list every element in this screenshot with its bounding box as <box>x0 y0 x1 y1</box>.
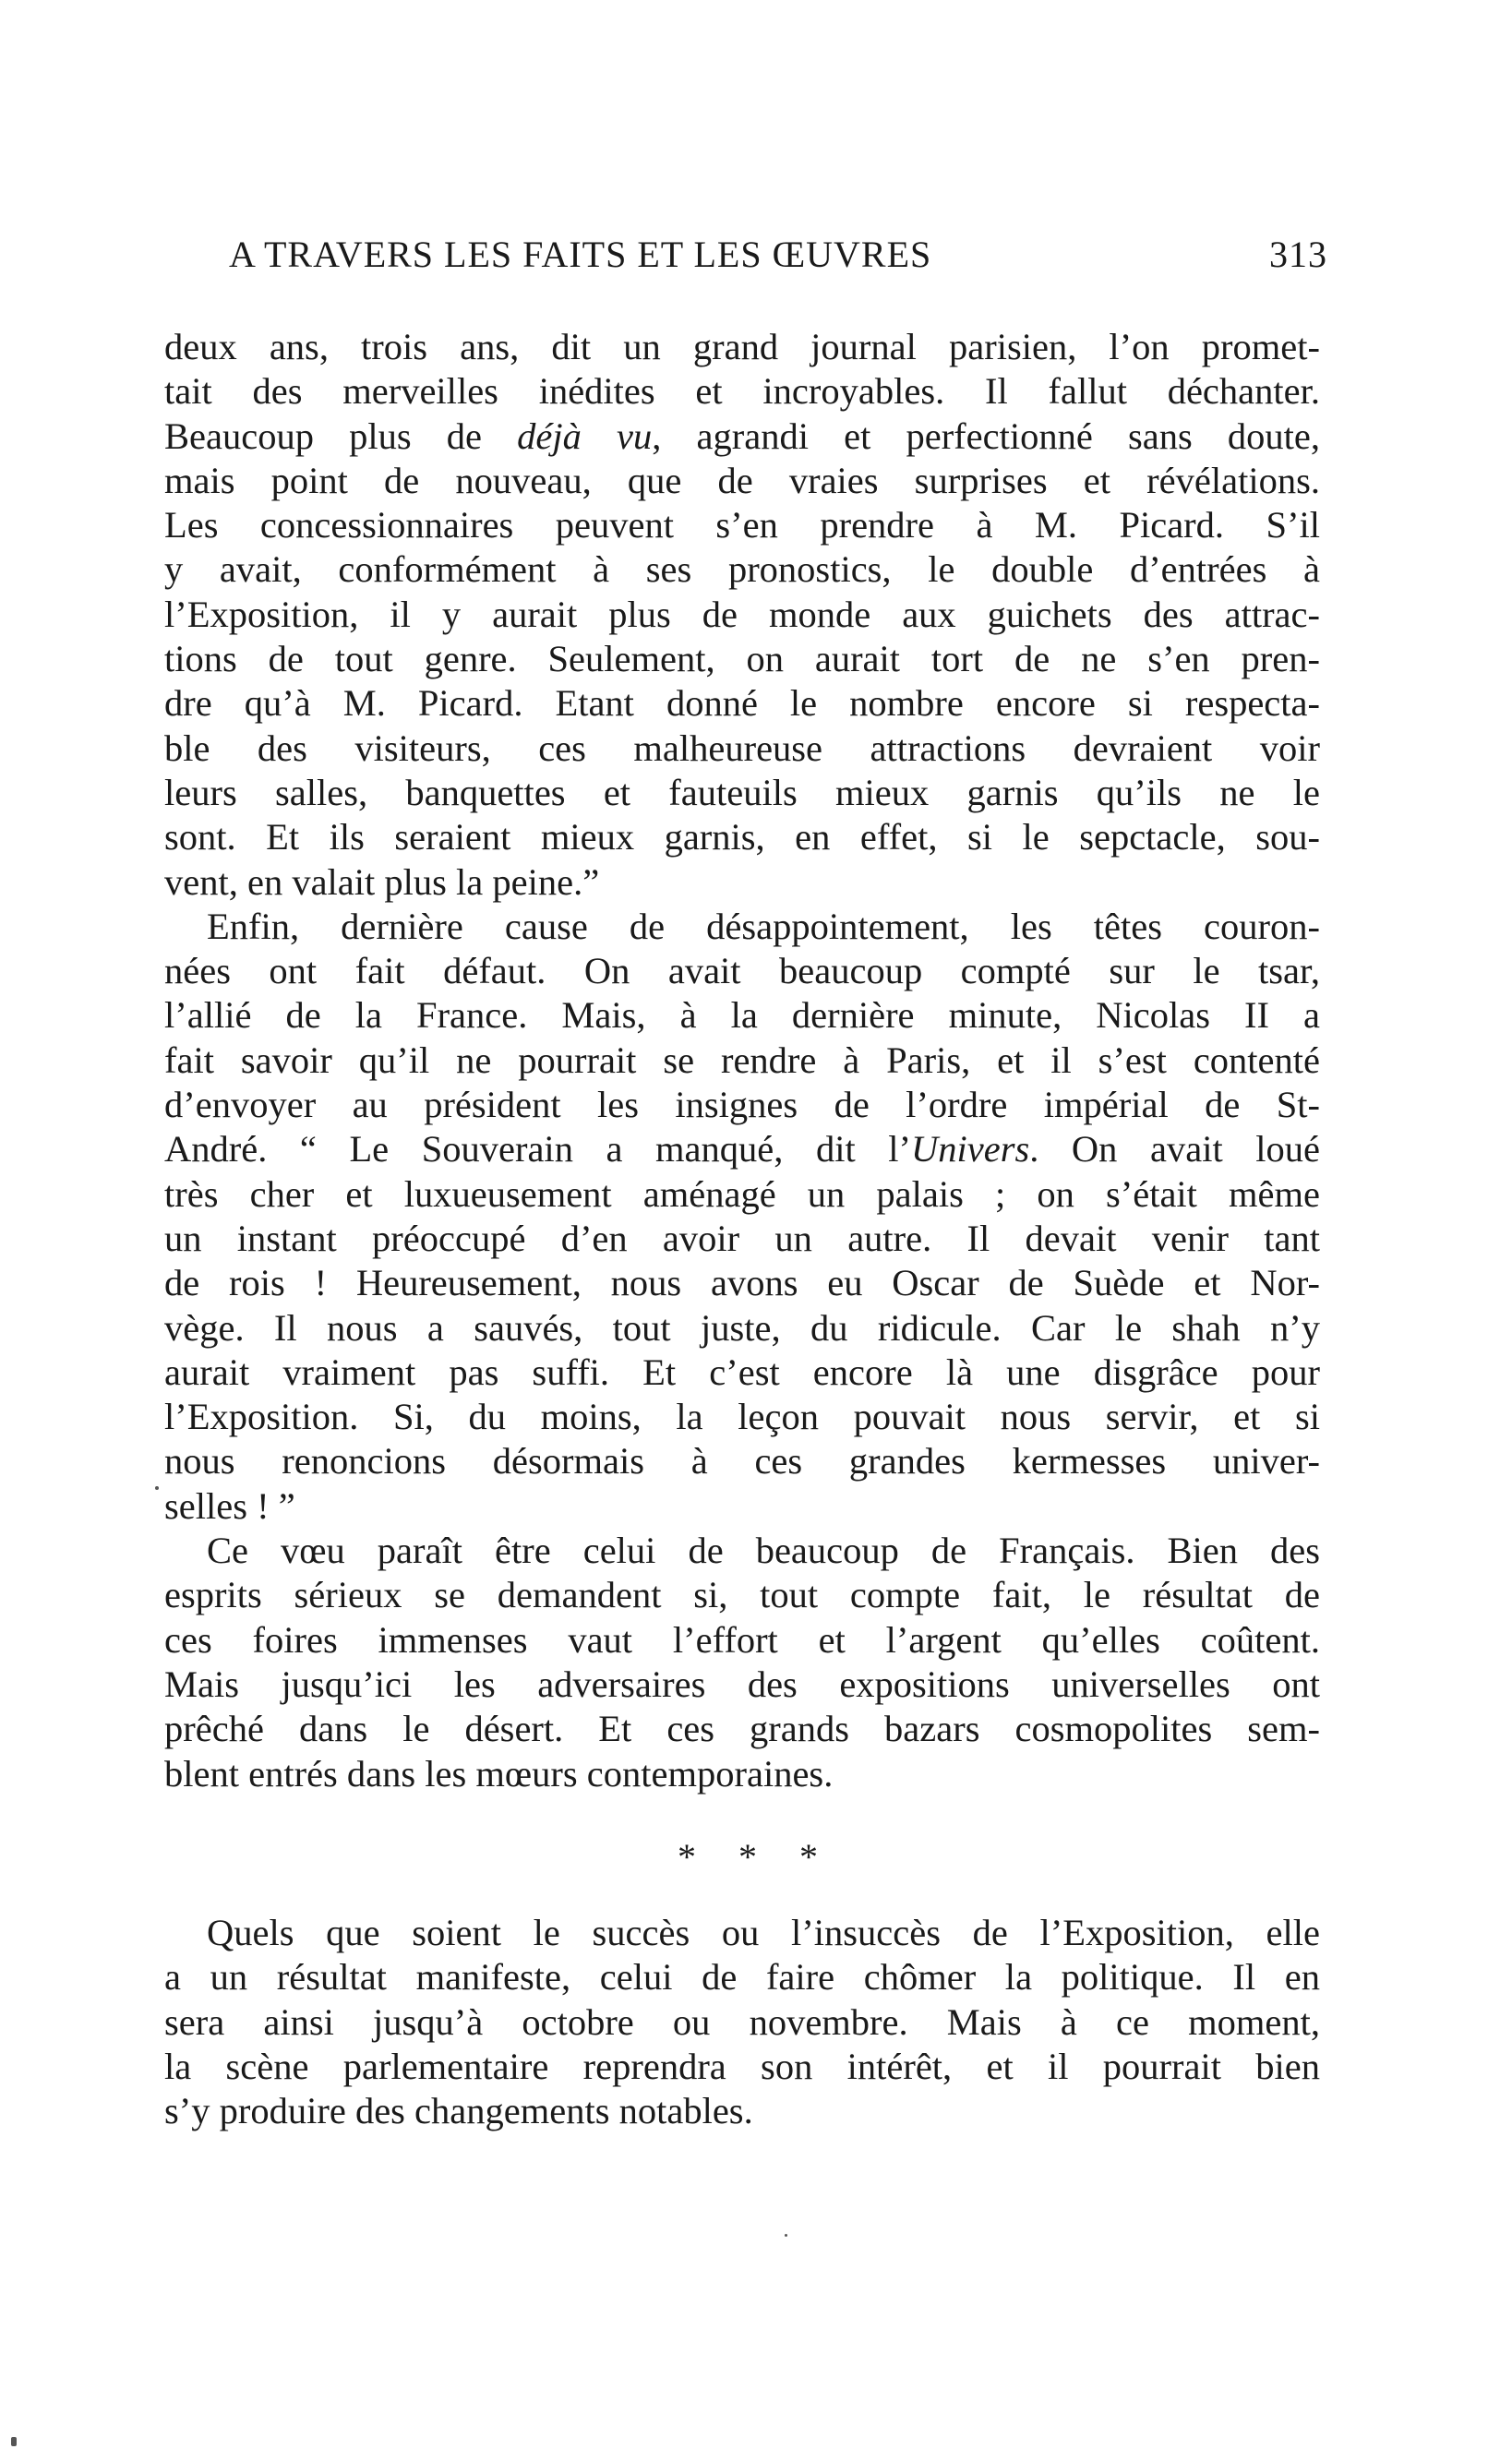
text-line <box>164 1707 1320 1751</box>
text-segment: leurs salles, banquettes et fauteuils mieux garnis qu’ils ne le <box>164 771 1320 813</box>
text-line <box>164 1573 1320 1617</box>
text-line <box>164 726 1320 771</box>
text-line <box>164 1911 1320 1955</box>
text-line <box>164 1217 1320 1261</box>
text-segment: y avait, conformément à ses pronostics, le double d’entrées à <box>164 548 1320 591</box>
text-line <box>164 547 1320 592</box>
text-line <box>164 771 1320 815</box>
italic-text: déjà vu <box>517 414 653 457</box>
text-segment: aurait vraiment pas suffi. Et c’est encore là une disgrâce pour <box>164 1351 1320 1393</box>
text-segment: , agrandi et perfectionné sans doute, <box>652 414 1320 457</box>
text-line <box>164 1395 1320 1439</box>
text-line <box>164 503 1320 547</box>
text-segment: dre qu’à M. Picard. Etant donné le nombre encore si respecta- <box>164 682 1320 725</box>
text-segment: sont. Et ils seraient mieux garnis, en effet, si le sepctacle, sou- <box>164 816 1320 858</box>
text-segment: vège. Il nous a sauvés, tout juste, du ridicule. Car le shah n’y <box>164 1306 1320 1349</box>
section-separator: * * * <box>678 1836 834 1878</box>
text-segment: Les concessionnaires peuvent s’en prendre à M. Picard. S’il <box>164 504 1320 546</box>
text-line <box>164 2045 1320 2089</box>
text-segment: selles ! ” <box>164 1484 295 1527</box>
text-line <box>164 1484 1320 1529</box>
italic-text: Univers <box>911 1128 1030 1170</box>
text-segment: blent entrés dans les mœurs contemporaines. <box>164 1752 834 1795</box>
text-segment: très cher et luxueusement aménagé un palais ; on s’était même <box>164 1172 1320 1215</box>
text-line <box>164 1663 1320 1707</box>
text-line <box>164 325 1320 369</box>
text-line <box>164 414 1320 459</box>
text-segment: deux ans, trois ans, dit un grand journal parisien, l’on promet- <box>164 326 1320 367</box>
text-line <box>164 637 1320 681</box>
text-segment: sera ainsi jusqu’à octobre ou novembre. Mais à ce moment, <box>164 2000 1320 2043</box>
text-segment: l’Exposition. Si, du moins, la leçon pouvait nous servir, et si <box>164 1396 1320 1438</box>
text-segment: nées ont fait défaut. On avait beaucoup compté sur le tsar, <box>164 950 1320 992</box>
text-line <box>164 1038 1320 1083</box>
text-line <box>164 1618 1320 1663</box>
text-line <box>164 593 1320 637</box>
running-title: A TRAVERS LES FAITS ET LES ŒUVRES <box>229 234 932 275</box>
text-line <box>164 1127 1320 1171</box>
text-line <box>164 1529 1320 1573</box>
body-text <box>164 325 1320 1796</box>
paper-speck <box>785 2234 787 2237</box>
text-line <box>164 815 1320 859</box>
text-segment: tait des merveilles inédites et incroyables. Il fallut déchanter. <box>164 370 1320 413</box>
closing-paragraph <box>164 1911 1320 2133</box>
text-line <box>164 993 1320 1038</box>
text-segment: vent, en valait plus la peine.” <box>164 860 600 903</box>
text-line <box>164 905 1320 949</box>
text-segment: . On avait loué <box>1029 1128 1320 1170</box>
text-segment: l’Exposition, il y aurait plus de monde aux guichets des attrac- <box>164 593 1320 635</box>
text-line <box>164 949 1320 993</box>
text-segment: Mais jusqu’ici les adversaires des expositions universelles ont <box>164 1663 1320 1705</box>
text-line <box>164 681 1320 726</box>
text-line <box>164 1351 1320 1395</box>
text-segment: un instant préoccupé d’en avoir un autre. Il devait venir tant <box>164 1217 1320 1259</box>
text-line <box>164 459 1320 503</box>
text-segment: d’envoyer au président les insignes de l’ordre impérial de St- <box>164 1084 1320 1126</box>
text-line <box>164 1172 1320 1217</box>
text-line <box>164 1306 1320 1351</box>
running-head <box>229 227 1327 282</box>
text-segment: Beaucoup plus de <box>164 414 518 457</box>
text-segment: prêché dans le désert. Et ces grands bazars cosmopolites sem- <box>164 1708 1320 1750</box>
text-segment: l’allié de la France. Mais, à la dernière minute, Nicolas II a <box>164 994 1320 1037</box>
text-line <box>164 369 1320 414</box>
paper-speck <box>11 2437 17 2446</box>
text-line <box>164 1955 1320 1999</box>
text-line <box>164 2089 1320 2133</box>
text-segment: esprits sérieux se demandent si, tout compte fait, le résultat de <box>164 1574 1320 1616</box>
page-number: 313 <box>1269 234 1327 275</box>
text-segment: ces foires immenses vaut l’effort et l’argent qu’elles coûtent. <box>164 1618 1320 1661</box>
text-segment: s’y produire des changements notables. <box>164 2090 753 2132</box>
text-segment: mais point de nouveau, que de vraies surprises et révélations. <box>164 459 1320 501</box>
text-segment: Quels que soient le succès ou l’insuccès de l’Exposition, elle <box>207 1912 1320 1953</box>
text-line <box>164 2000 1320 2045</box>
text-line <box>164 1439 1320 1483</box>
paper-speck <box>155 1486 159 1490</box>
text-line <box>164 1261 1320 1305</box>
text-segment: ble des visiteurs, ces malheureuse attractions devraient voir <box>164 726 1320 769</box>
text-segment: André. “ Le Souverain a manqué, dit l’ <box>164 1128 911 1170</box>
text-segment: de rois ! Heureusement, nous avons eu Oscar de Suède et Nor- <box>164 1262 1320 1304</box>
text-line <box>164 1083 1320 1127</box>
text-line <box>164 1752 1320 1796</box>
text-segment: tions de tout genre. Seulement, on aurait tort de ne s’en pren- <box>164 638 1320 680</box>
text-segment: fait savoir qu’il ne pourrait se rendre à Paris, et il s’est contenté <box>164 1038 1320 1081</box>
text-segment: Ce vœu paraît être celui de beaucoup de Français. Bien des <box>207 1530 1320 1572</box>
text-line <box>164 860 1320 905</box>
text-segment: nous renoncions désormais à ces grandes kermesses univer- <box>164 1440 1320 1483</box>
text-segment: la scène parlementaire reprendra son intérêt, et il pourrait bien <box>164 2045 1320 2087</box>
text-segment: a un résultat manifeste, celui de faire chômer la politique. Il en <box>164 1956 1320 1999</box>
text-segment: Enfin, dernière cause de désappointement, les têtes couron- <box>207 905 1320 947</box>
